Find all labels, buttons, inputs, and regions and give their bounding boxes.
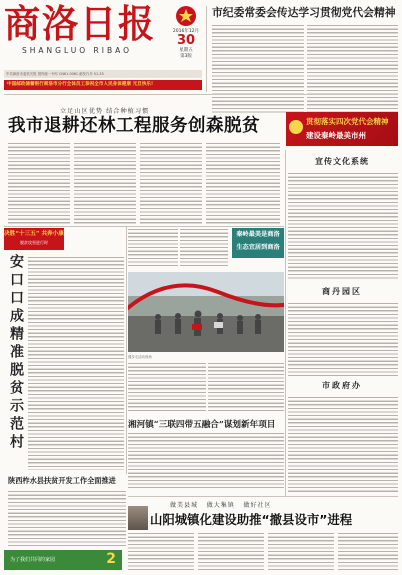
mid-headline: 湘河镇“三联四带五融合”谋划新年项目 [128,420,276,430]
mid-body-d [208,362,284,412]
lead-body-col1 [8,142,70,224]
masthead-title: 商洛日报 [4,1,157,46]
lead-body-col3 [140,142,202,224]
mid-body-e [128,432,284,490]
mid-body-b [180,228,228,268]
propaganda-body [288,172,398,280]
column-title-shangnan: 商丹园区 [322,287,362,296]
issue-day: 30 [176,33,196,48]
footer-ad: 为了我们共同的家园 2 [4,550,122,570]
side-vertical-title: 安口口成精准脱贫示范村 [8,254,24,452]
bottom-kicker: 做美县城 做大集镇 做好社区 [170,502,272,509]
event-photo [128,272,284,352]
mid-body-a [128,228,178,268]
column-title-propaganda: 宣传文化系统 [315,157,369,166]
lead-body-col2 [74,142,136,224]
emblem-icon [176,6,196,26]
right-top-body-2 [307,24,398,114]
mid-body-c [128,362,206,412]
slogan-box: 秦岭最美是商洛 生态宜居到商洛 [232,228,284,258]
side-body [28,256,124,470]
right-top-headline: 市纪委常委会传达学习贯彻党代会精神 [212,6,396,19]
lead-body-col4 [206,142,280,224]
right-top-body [212,24,304,114]
slogan-banner: 中国邮政储蓄银行商洛市分行全体员工恭祝全市人民身体健康 元旦快乐! [4,80,202,90]
issue-date: 2016年12月 [172,29,200,34]
bottom-body-4 [338,532,398,570]
issue-edition: 第3版 [180,54,192,59]
bottom-thumbnail [128,506,148,530]
masthead-pinyin: SHANGLUO RIBAO [22,46,133,55]
lead-kicker: 立足山区优势 结合种植习惯 [60,108,150,115]
shangnan-body [288,302,398,378]
side-banner: 决胜“十三五” 共奔小康 脱贫攻坚进行时 [4,228,64,250]
photo-caption: 健步走活动现场 [128,355,152,359]
subscription-bar: 中共商洛市委机关报 国内统一刊号 CN61-0061 邮发代号 51-33 [4,70,202,78]
party-ad-banner: 贯彻落实四次党代会精神 建设秦岭最美市州 [286,112,398,146]
bottom-body-2 [198,532,264,570]
bottom-body-1 [128,532,194,570]
gov-body [288,396,398,492]
party-emblem-icon [289,120,303,134]
bottom-body-3 [268,532,334,570]
column-title-gov: 市政府办 [322,381,362,390]
masthead-date-block [168,6,204,66]
lead-headline: 我市退耕还林工程服务创森脱贫 [8,116,260,136]
issue-weekday: 星期五 [179,48,193,53]
bottom-headline: 山阳城镇化建设助推“撤县设市”进程 [150,512,353,527]
lower-left-body [8,490,126,546]
lower-left-headline: 陕西柞水县扶贫开发工作全面推进 [8,476,116,485]
